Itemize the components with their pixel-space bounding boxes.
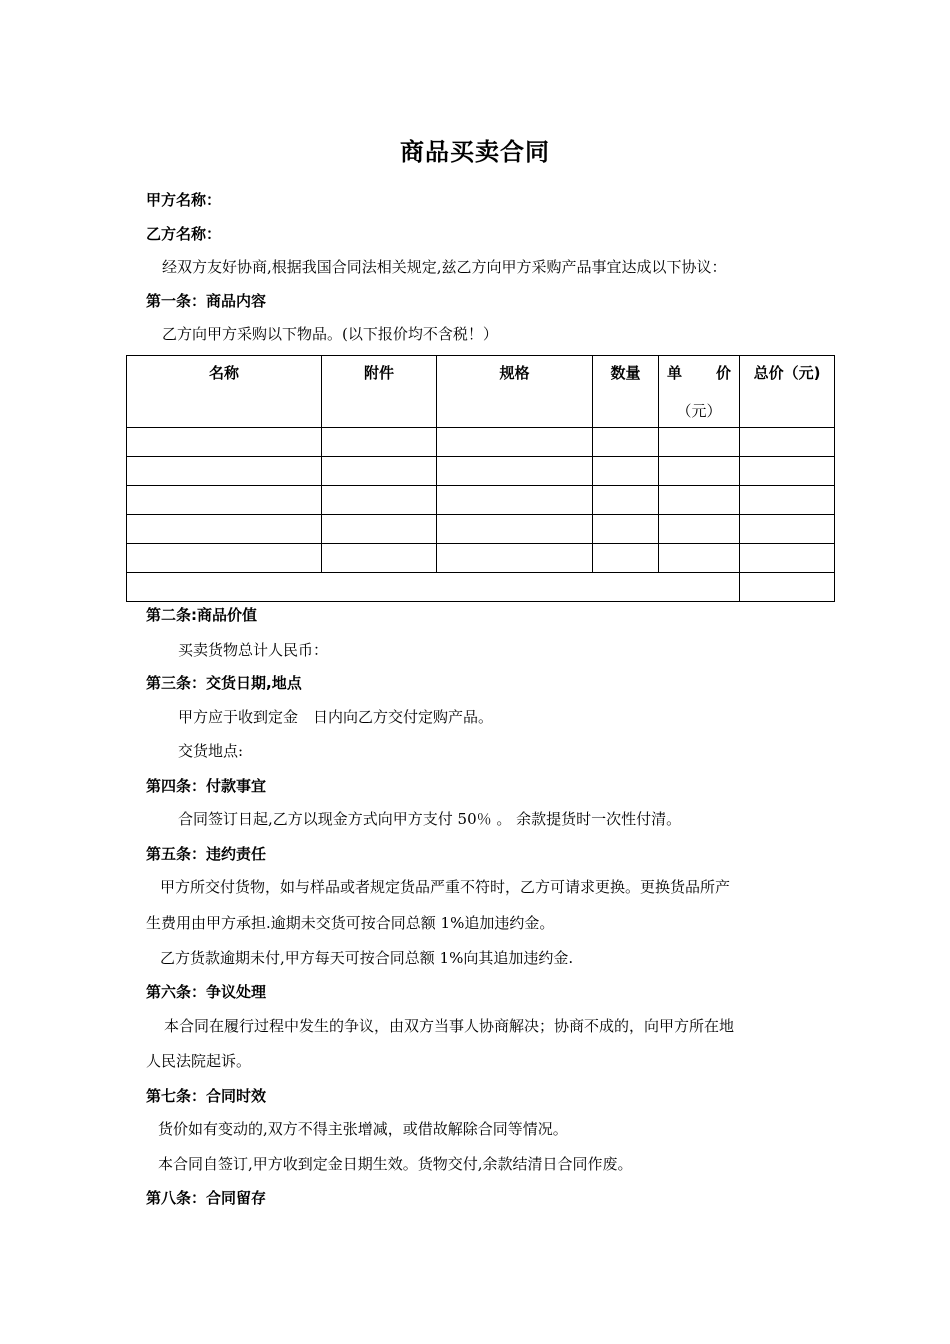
table-cell[interactable]: [593, 544, 659, 573]
table-cell[interactable]: [659, 486, 740, 515]
table-cell[interactable]: [127, 486, 322, 515]
article1-heading: 第一条：商品内容: [146, 292, 267, 310]
table-cell[interactable]: [659, 544, 740, 573]
table-cell[interactable]: [740, 457, 835, 486]
table-cell[interactable]: [127, 544, 322, 573]
table-cell[interactable]: [437, 457, 593, 486]
table-cell[interactable]: [659, 428, 740, 457]
table-cell[interactable]: [593, 486, 659, 515]
header-unit-price-part1: 单: [667, 364, 683, 382]
header-name: 名称: [127, 356, 322, 428]
table-header-row: [127, 356, 835, 428]
table-cell[interactable]: [740, 515, 835, 544]
table-cell[interactable]: [593, 515, 659, 544]
table-cell[interactable]: [740, 544, 835, 573]
article7-text-2: 本合同自签订,甲方收到定金日期生效。货物交付,余款结清日合同作废。: [158, 1155, 633, 1173]
table-row: [127, 428, 835, 457]
article6-text-1: 本合同在履行过程中发生的争议，由双方当事人协商解决；协商不成的，向甲方所在地: [164, 1017, 735, 1035]
table-cell[interactable]: [127, 515, 322, 544]
table-cell[interactable]: [437, 486, 593, 515]
table-cell[interactable]: [659, 515, 740, 544]
table-total-row: [127, 573, 835, 602]
table-cell[interactable]: [322, 457, 437, 486]
article3-heading: 第三条：交货日期,地点: [146, 674, 302, 692]
table-cell[interactable]: [740, 486, 835, 515]
table-cell[interactable]: [322, 486, 437, 515]
table-row: [127, 515, 835, 544]
article8-heading: 第八条：合同留存: [146, 1189, 267, 1207]
table-cell[interactable]: [437, 428, 593, 457]
document-title: 商品买卖合同: [400, 138, 550, 166]
article1-text: 乙方向甲方采购以下物品。(以下报价均不含税！）: [162, 325, 498, 343]
total-value-cell[interactable]: [740, 573, 835, 602]
table-row: [127, 486, 835, 515]
header-attachment: 附件: [322, 356, 437, 428]
table-cell[interactable]: [740, 428, 835, 457]
table-cell[interactable]: [127, 428, 322, 457]
table-row: [127, 457, 835, 486]
article5-text-1: 甲方所交付货物，如与样品或者规定货品严重不符时，乙方可请求更换。更换货品所产: [160, 878, 731, 896]
header-unit-price: [659, 356, 740, 428]
article5-text-3: 乙方货款逾期未付,甲方每天可按合同总额 1%向其追加违约金.: [160, 949, 574, 967]
intro-paragraph: 经双方友好协商,根据我国合同法相关规定,兹乙方向甲方采购产品事宜达成以下协议：: [162, 258, 727, 276]
table-cell[interactable]: [127, 457, 322, 486]
table-cell[interactable]: [593, 428, 659, 457]
header-quantity: 数量: [593, 356, 659, 428]
article2-heading: 第二条:商品价值: [146, 606, 257, 624]
table-cell[interactable]: [593, 457, 659, 486]
article2-text: 买卖货物总计人民币：: [178, 641, 329, 659]
table-cell[interactable]: [659, 457, 740, 486]
article3-text-2: 交货地点:: [178, 742, 244, 760]
article7-text-1: 货价如有变动的,双方不得主张增减，或借故解除合同等情况。: [158, 1120, 568, 1138]
header-total-price: 总价（元): [740, 356, 835, 428]
table-cell[interactable]: [322, 515, 437, 544]
article6-text-2: 人民法院起诉。: [146, 1052, 252, 1070]
table-cell[interactable]: [322, 544, 437, 573]
party-b-label: 乙方名称：: [146, 225, 222, 243]
table-cell[interactable]: [322, 428, 437, 457]
article3-text-1: 甲方应于收到定金 日内向乙方交付定购产品。: [178, 708, 494, 726]
article5-heading: 第五条：违约责任: [146, 845, 267, 863]
total-label-cell[interactable]: [127, 573, 740, 602]
table-row: [127, 544, 835, 573]
header-spec: 规格: [437, 356, 593, 428]
items-table: [126, 355, 835, 602]
table-cell[interactable]: [437, 515, 593, 544]
table-cell[interactable]: [437, 544, 593, 573]
header-unit-price-part2: 价: [715, 364, 731, 382]
article7-heading: 第七条：合同时效: [146, 1087, 267, 1105]
article6-heading: 第六条：争议处理: [146, 983, 267, 1001]
article5-text-2: 生费用由甲方承担.逾期未交货可按合同总额 1%追加违约金。: [146, 914, 555, 932]
header-unit-price-unit: （元）: [676, 402, 722, 420]
party-a-label: 甲方名称：: [146, 191, 222, 209]
article4-heading: 第四条：付款事宜: [146, 777, 267, 795]
article4-text: 合同签订日起,乙方以现金方式向甲方支付 50％ 。 余款提货时一次性付清。: [178, 810, 682, 828]
